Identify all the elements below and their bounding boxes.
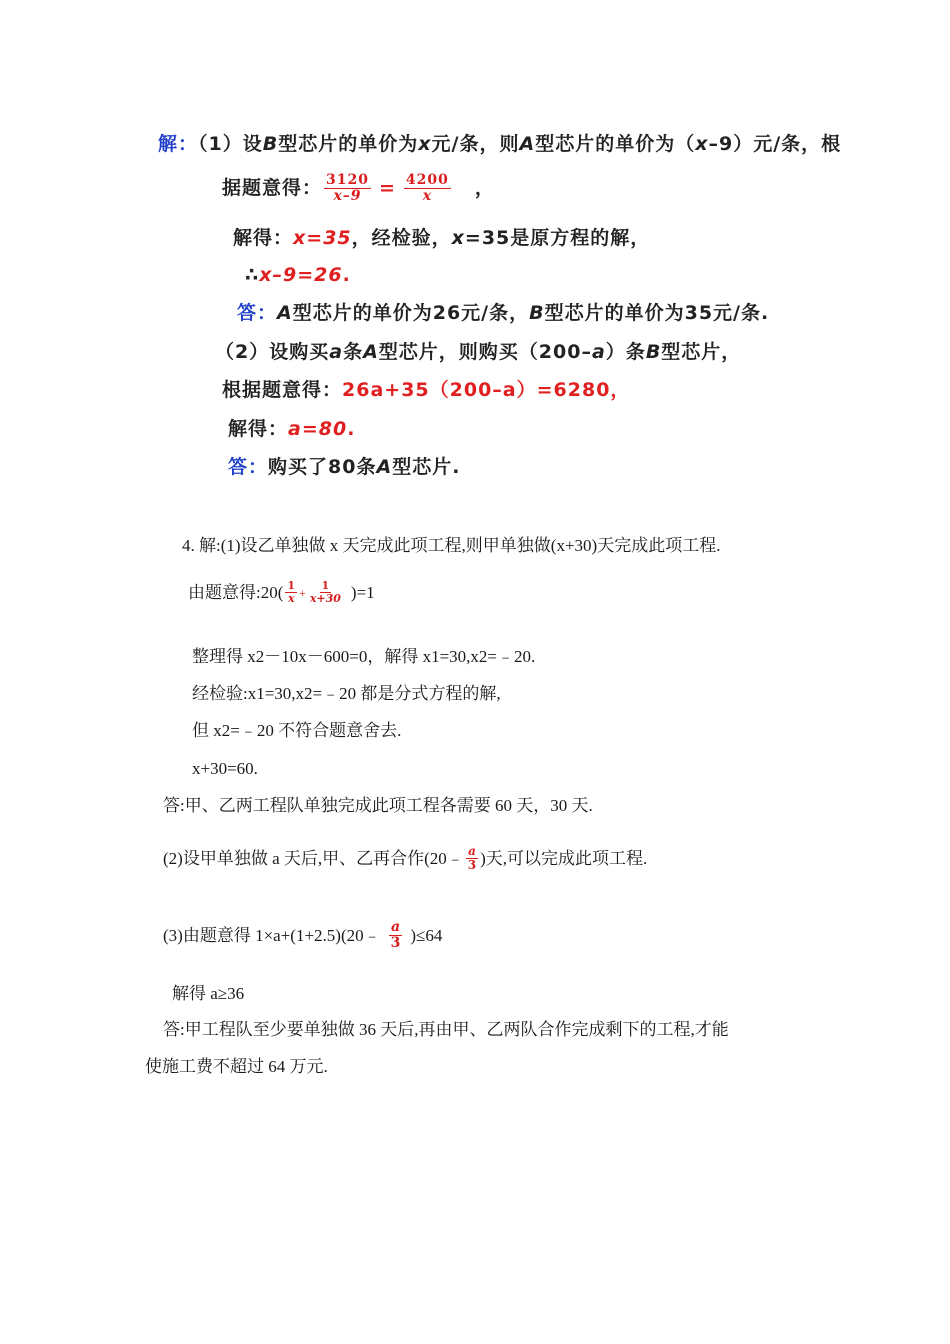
text: 条 [343, 341, 364, 363]
sol3-line-2 [222, 173, 495, 205]
var-b: B [529, 302, 545, 324]
sol4-line-2 [188, 580, 375, 605]
var-a: A [363, 341, 379, 363]
solution-label: 解： [158, 133, 199, 155]
text: )≤64 [410, 926, 443, 946]
sol3-line-1 [158, 135, 841, 154]
sol3-line-4 [245, 266, 351, 285]
text: 型芯片的单价为 [278, 133, 419, 155]
result-a: a=80 [288, 418, 348, 440]
plus: + [299, 585, 306, 600]
text: 型芯片的单价为（ [535, 133, 696, 155]
text: –9）元/条，根 [708, 133, 842, 155]
fraction-1-over-x: $\frac{1}{x}$ [287, 579, 296, 606]
var-a: a [591, 341, 606, 363]
var-a: A [519, 133, 536, 155]
sol3-line-3 [233, 229, 650, 248]
text: ，经检验， [351, 227, 452, 249]
text: 购买了80条 [268, 456, 377, 478]
fraction-1-over-x-plus-30: $\frac{1}{x+30}$ [309, 579, 341, 606]
sol3-line-5 [237, 304, 769, 323]
fraction-a-over-3: $\frac{a}{3}$ [467, 844, 477, 873]
sol4-line-9 [163, 920, 442, 952]
text: )天,可以完成此项工程. [480, 849, 648, 869]
text: . [342, 264, 351, 286]
text: 元/条，则 [431, 133, 520, 155]
sol3-line-7 [222, 381, 630, 400]
text: (3)由题意得 1×a+(1+2.5)(20﹣ [163, 926, 381, 946]
var-x: x [418, 133, 432, 155]
sol4-line-11: 答:甲工程队至少要单独做 36 天后,再由甲、乙两队合作完成剩下的工程,才能 [163, 1020, 729, 1039]
text: （2）设购买 [215, 341, 330, 363]
text: 解得： [228, 418, 289, 440]
fraction-a-over-3: $\frac{a}{3}$ [390, 919, 401, 952]
sol3-line-9 [228, 458, 460, 477]
text: ）条 [605, 341, 646, 363]
text: 由题意得:20( [188, 583, 284, 603]
var-b: B [262, 133, 279, 155]
equals: = [378, 177, 396, 200]
therefore: ∴ [245, 264, 260, 286]
sol4-line-10: 解得 a≥36 [172, 984, 245, 1003]
text: ， [474, 177, 495, 200]
equation: 26a+35（200–a）=6280， [342, 379, 631, 401]
fraction-4200: $\frac{4200}{x}$ [405, 172, 449, 205]
text: 型芯片的单价为35元/条. [544, 302, 770, 324]
answer-label: 答： [228, 456, 269, 478]
sol4-line-8 [163, 845, 647, 872]
var-x: x [451, 227, 465, 249]
text: 型芯片. [392, 456, 461, 478]
sol4-line-6: x+30=60. [192, 759, 258, 778]
text: 根据题意得： [222, 379, 343, 401]
result-x: x=35 [293, 227, 352, 249]
sol4-line-5: 但 x2=﹣20 不符合题意舍去. [192, 721, 402, 740]
var-x: x [695, 133, 709, 155]
text: （1）设 [198, 133, 263, 155]
var-a: a [329, 341, 344, 363]
answer-label: 答： [237, 302, 278, 324]
text: )=1 [350, 583, 375, 603]
var-b: B [645, 341, 662, 363]
sol4-line-3: 整理得 x2－10x－600=0，解得 x1=30,x2=﹣20. [192, 647, 536, 666]
result: x–9=26 [259, 264, 343, 286]
var-a: A [376, 456, 393, 478]
text: =35是原方程的解， [464, 227, 651, 249]
sol4-line-12: 使施工费不超过 64 万元. [145, 1057, 328, 1076]
sol3-line-8 [228, 420, 355, 439]
text: 型芯片的单价为26元/条， [292, 302, 530, 324]
sol4-line-7: 答:甲、乙两工程队单独完成此项工程各需要 60 天，30 天. [163, 796, 593, 815]
text: (2)设甲单独做 a 天后,甲、乙再合作(20﹣ [163, 849, 464, 869]
text: 型芯片，则购买（200– [378, 341, 592, 363]
fraction-3120: $\frac{3120}{x-9}$ [326, 172, 369, 205]
text: 解得： [233, 227, 294, 249]
sol4-line-4: 经检验:x1=30,x2=﹣20 都是分式方程的解, [192, 684, 501, 703]
text: 据题意得： [222, 177, 323, 200]
text: . [347, 418, 356, 440]
sol4-line-1: 4. 解:(1)设乙单独做 x 天完成此项工程,则甲单独做(x+30)天完成此项工程. [182, 536, 721, 555]
sol3-line-6 [215, 343, 741, 362]
text: 型芯片， [661, 341, 742, 363]
var-a: A [277, 302, 293, 324]
